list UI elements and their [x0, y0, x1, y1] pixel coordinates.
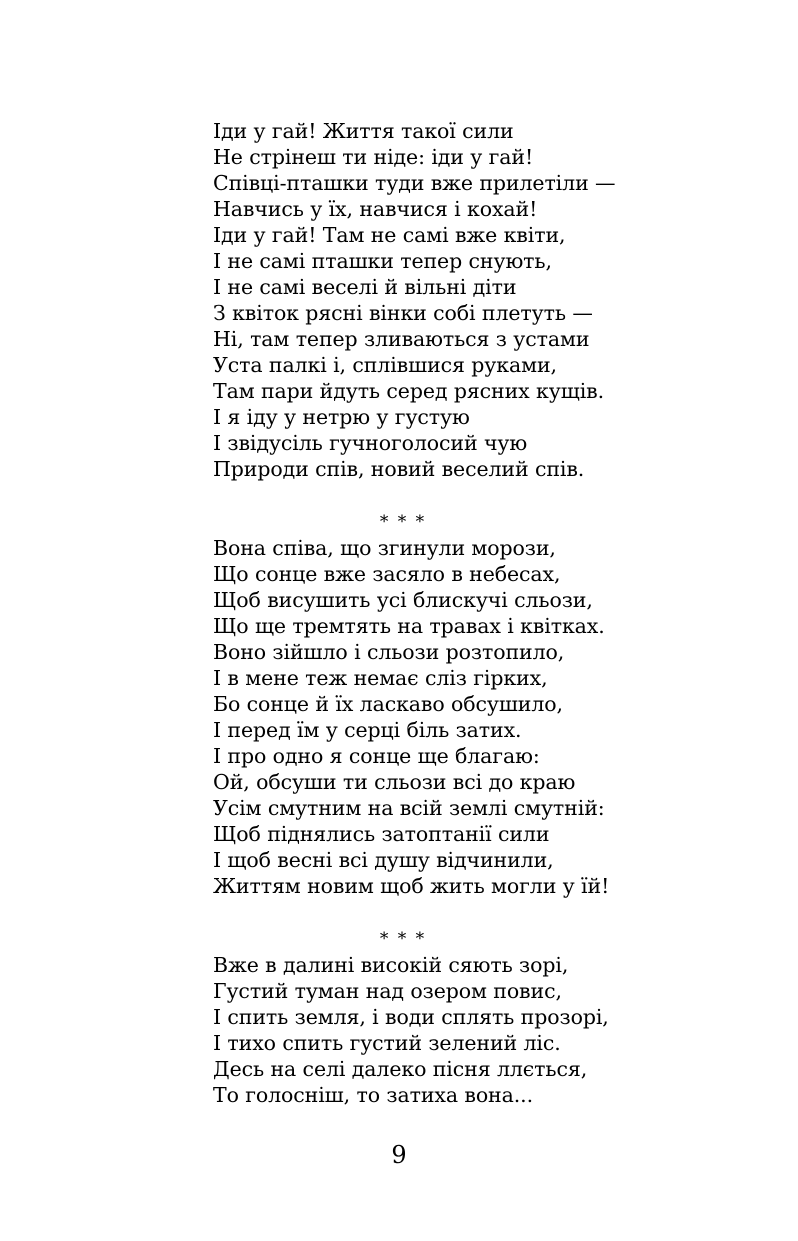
poem-line: Навчись у їх, навчися і кохай! — [213, 197, 538, 221]
poem-line: І перед їм у серці біль затих. — [213, 718, 522, 742]
poem-line: І спить земля, і води сплять прозорі, — [213, 1005, 609, 1029]
page-number: 9 — [391, 1141, 407, 1169]
poem-line: І не самі пташки тепер снують, — [213, 249, 552, 273]
poem-line: Там пари йдуть серед рясних кущів. — [213, 379, 605, 403]
poem-line: Співці-пташки туди вже прилетіли — — [213, 171, 616, 195]
poem-line: І тихо спить густий зелений ліс. — [213, 1031, 561, 1055]
poem-line: Густий туман над озером повис, — [213, 979, 562, 1003]
stanza-lines — [213, 952, 733, 1108]
poem-line: Іди у гай! Там не самі вже квіти, — [213, 223, 566, 247]
poem-line: Природи спів, новий веселий спів. — [213, 457, 585, 481]
poem-line: Не стрінеш ти ніде: іди у гай! — [213, 145, 534, 169]
stanza-separator: * * * — [379, 512, 427, 532]
poem-line: Десь на селі далеко пісня ллється, — [213, 1057, 588, 1081]
stanza-separator: * * * — [379, 929, 427, 949]
stanza-3 — [213, 926, 733, 1108]
poem-line: І про одно я сонце ще благаю: — [213, 744, 540, 768]
stanza-1 — [213, 118, 733, 482]
poem-line: І в мене теж немає сліз гірких, — [213, 666, 548, 690]
poem-line: З квіток рясні вінки собі плетуть — — [213, 301, 593, 325]
poem-line: Життям новим щоб жить могли у їй! — [213, 874, 610, 898]
stanza-lines — [213, 118, 733, 482]
poem-line: Іди у гай! Життя такої сили — [213, 119, 514, 143]
poem-line: І щоб весні всі душу відчинили, — [213, 848, 554, 872]
poem-line: Щоб піднялись затоптанії сили — [213, 822, 550, 846]
poem-line: Бо сонце й їх ласкаво обсушило, — [213, 692, 563, 716]
poem-line: Що сонце вже засяло в небесах, — [213, 562, 561, 586]
poem-line: І я іду у нетрю у густую — [213, 405, 470, 429]
poem-line: Воно зійшло і сльози розтопило, — [213, 640, 565, 664]
poem-line: Вже в далині високій сяють зорі, — [213, 953, 569, 977]
poem-line: То голосніш, то затиха вона... — [213, 1083, 533, 1107]
poem-text — [213, 118, 733, 1108]
stanza-lines — [213, 535, 733, 899]
poem-line: І звідусіль гучноголосий чую — [213, 431, 528, 455]
poem-line: Уста палкі і, сплівшися руками, — [213, 353, 557, 377]
poem-line: Щоб висушить усі блискучі сльози, — [213, 588, 593, 612]
poem-line: Вона співа, що згинули морози, — [213, 536, 556, 560]
poem-line: Ой, обсуши ти сльози всі до краю — [213, 770, 576, 794]
stanza-2 — [213, 509, 733, 899]
poem-line: Що ще тремтять на травах і квітках. — [213, 614, 605, 638]
poem-line: Усім смутним на всій землі смутній: — [213, 796, 605, 820]
poem-line: І не самі веселі й вільні діти — [213, 275, 517, 299]
poem-line: Ні, там тепер зливаються з устами — [213, 327, 590, 351]
